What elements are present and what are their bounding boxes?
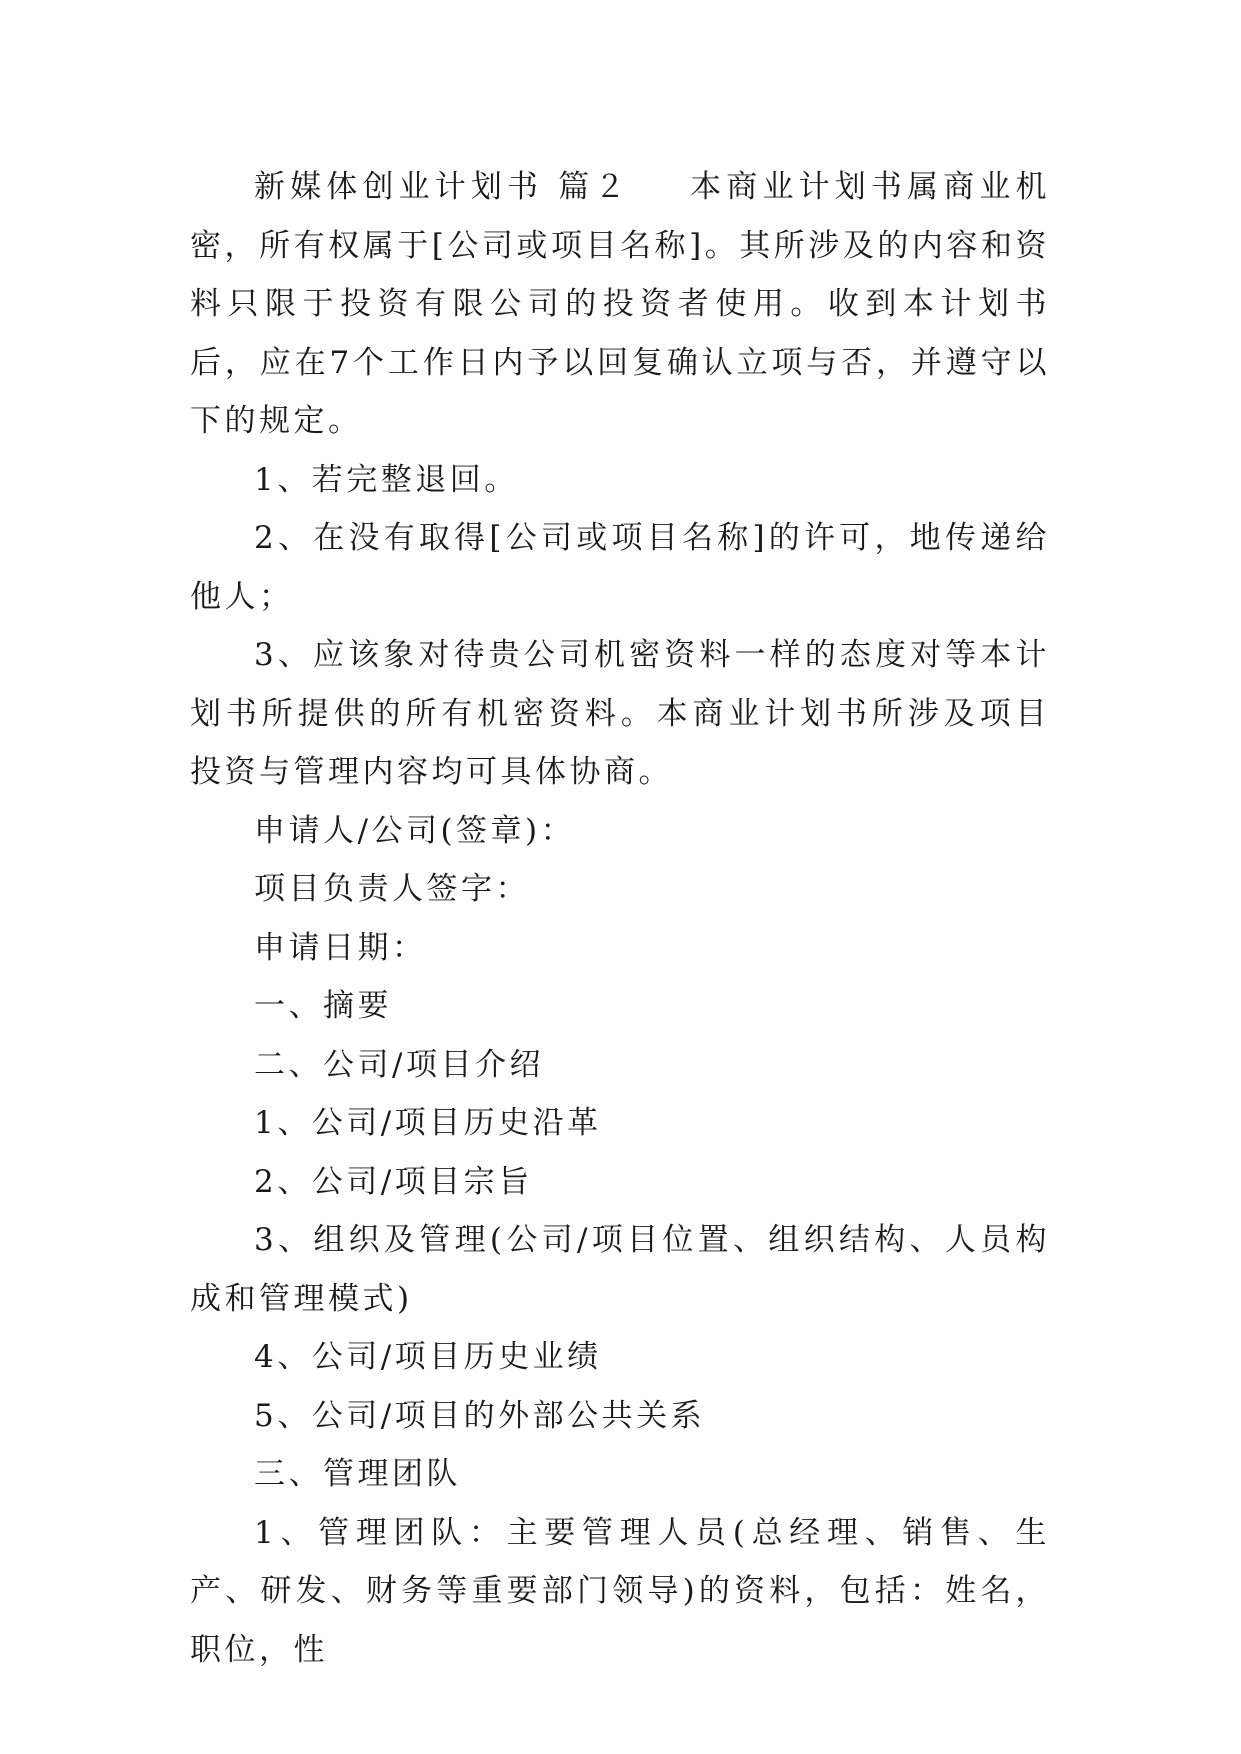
intro-paragraph [190,158,1050,451]
section-management-team: 三、管理团队 [254,1456,461,1492]
item-organization-management: 3、组织及管理(公司/项目位置、组织结构、人员构成和管理模式) [190,1222,1050,1317]
document-heading: 新媒体创业计划书 篇２ [254,169,631,205]
item-management-team: 1、管理团队：主要管理人员(总经理、销售、生产、研发、财务等重要部门领导)的资料，包括：姓名，职位，性 [190,1514,1050,1668]
paragraph-confidentiality: 本商业计划书属商业机密，所有权属于[公司或项目名称]。其所涉及的内容和资料只限于投资有限公司的投资者使用。收到本计划书后，应在7个工作日内予以回复确认立项与否，并遵守以下的规定。 [190,169,1050,439]
item-company-purpose: 2、公司/项目宗旨 [254,1163,533,1200]
paragraph-application-date: 申请日期： [254,929,427,966]
paragraph-rule-3: 3、应该象对待贵公司机密资料一样的态度对等本计划书所提供的所有机密资料。本商业计划书所涉及项目投资与管理内容均可具体协商。 [190,637,1050,790]
section-summary: 一、摘要 [254,988,392,1024]
paragraph-rule-2: 2、在没有取得[公司或项目名称]的许可，地传递给他人； [190,520,1050,615]
item-public-relations: 5、公司/项目的外部公共关系 [254,1397,706,1434]
paragraph-project-lead-signature: 项目负责人签字： [254,871,530,907]
document-body [190,158,1050,1679]
item-company-performance: 4、公司/项目历史业绩 [254,1339,602,1375]
paragraph-rule-1: 1、若完整退回。 [254,461,519,498]
section-company-intro: 二、公司/项目介绍 [254,1046,544,1083]
paragraph-applicant: 申请人/公司(签章)： [254,812,576,849]
item-company-history: 1、公司/项目历史沿革 [254,1105,602,1141]
